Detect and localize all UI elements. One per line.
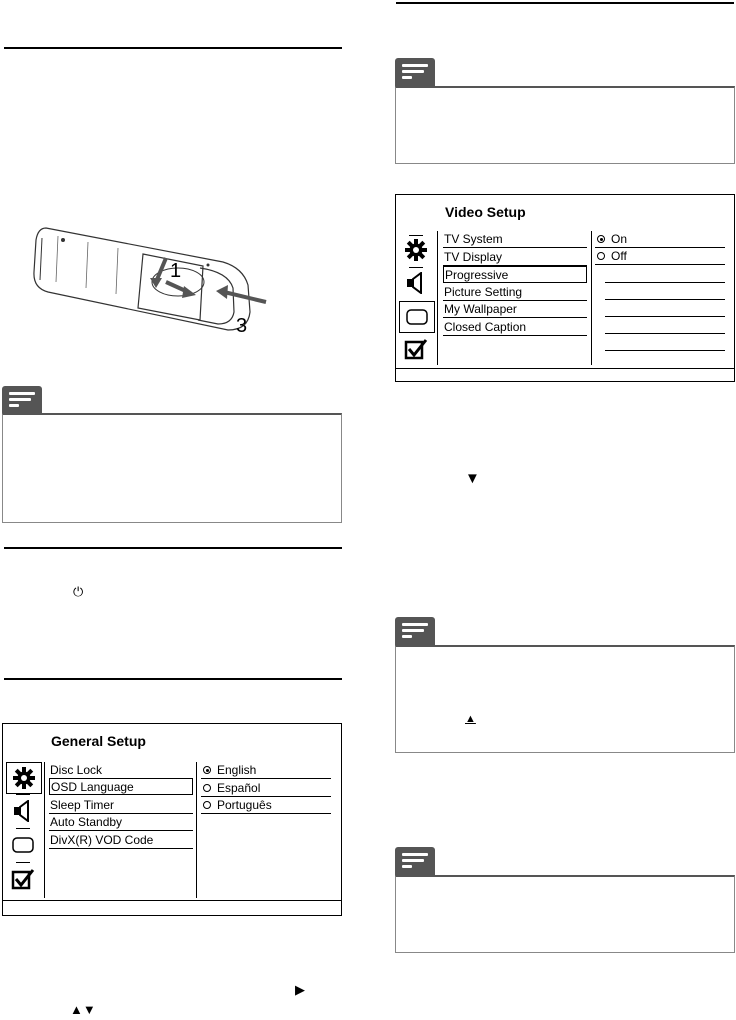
video-setup-menu	[395, 194, 735, 382]
remote-battery-illustration	[28, 220, 278, 345]
checkbox-icon[interactable]	[399, 334, 433, 364]
up-down-arrows-icon: ▲▼	[70, 1002, 96, 1017]
note-icon	[395, 617, 435, 645]
down-arrow-icon: ▼	[465, 470, 480, 487]
menu-title: General Setup	[51, 733, 146, 749]
speaker-icon[interactable]	[6, 796, 40, 826]
option-empty	[605, 334, 725, 351]
video-icon[interactable]	[6, 830, 40, 860]
menu-item-disc-lock[interactable]: Disc Lock	[49, 762, 193, 779]
option-label: Español	[217, 781, 261, 795]
right-arrow-icon: ▶	[295, 982, 305, 997]
note-box	[395, 86, 735, 164]
option-empty	[605, 266, 725, 283]
radio-selected-icon	[203, 766, 211, 774]
option-portugues[interactable]	[201, 797, 331, 814]
note-icon	[395, 58, 435, 86]
speaker-icon[interactable]	[399, 268, 433, 298]
menu-item-sleep-timer[interactable]: Sleep Timer	[49, 797, 193, 814]
remote-body	[34, 228, 250, 330]
general-setup-menu	[2, 723, 342, 916]
menu-item-divx-vod-code[interactable]: DivX(R) VOD Code	[49, 832, 193, 849]
option-label: On	[611, 232, 628, 246]
section-rule	[4, 47, 342, 49]
eject-icon: ▲	[465, 713, 476, 725]
standby-icon: ⏻	[73, 584, 84, 599]
section-rule	[396, 2, 734, 4]
option-empty	[605, 317, 725, 334]
note-box	[395, 645, 735, 753]
menu-item-osd-language[interactable]: OSD Language	[49, 778, 193, 795]
menu-title: Video Setup	[445, 204, 526, 220]
note-box	[395, 875, 735, 953]
option-label: Off	[611, 249, 627, 263]
option-on[interactable]	[595, 231, 725, 248]
note-box	[2, 413, 342, 523]
option-empty	[605, 300, 725, 317]
step-3-arrow	[224, 292, 266, 302]
section-rule	[4, 547, 342, 549]
checkbox-icon[interactable]	[6, 864, 40, 894]
option-english[interactable]	[201, 762, 331, 779]
menu-item-closed-caption[interactable]: Closed Caption	[443, 319, 587, 336]
note-icon	[2, 386, 42, 414]
gear-icon[interactable]	[6, 762, 42, 794]
section-rule	[4, 678, 342, 680]
option-label: English	[217, 763, 257, 777]
step-3-label: 3	[236, 315, 248, 337]
menu-item-tv-system[interactable]: TV System	[443, 231, 587, 248]
menu-item-auto-standby[interactable]: Auto Standby	[49, 814, 193, 831]
radio-icon	[203, 784, 211, 792]
gear-icon[interactable]	[399, 235, 433, 265]
note-icon	[395, 847, 435, 875]
option-off[interactable]	[595, 248, 725, 265]
menu-item-my-wallpaper[interactable]: My Wallpaper	[443, 301, 587, 318]
video-icon[interactable]	[399, 301, 435, 333]
option-label: Português	[217, 798, 272, 812]
menu-item-progressive[interactable]: Progressive	[443, 266, 587, 283]
option-espanol[interactable]	[201, 780, 331, 797]
radio-icon	[597, 252, 605, 260]
menu-item-picture-setting[interactable]: Picture Setting	[443, 284, 587, 301]
radio-icon	[203, 801, 211, 809]
radio-selected-icon	[597, 235, 605, 243]
step-1-label: 1	[170, 260, 182, 282]
option-empty	[605, 283, 725, 300]
menu-item-tv-display[interactable]: TV Display	[443, 249, 587, 266]
